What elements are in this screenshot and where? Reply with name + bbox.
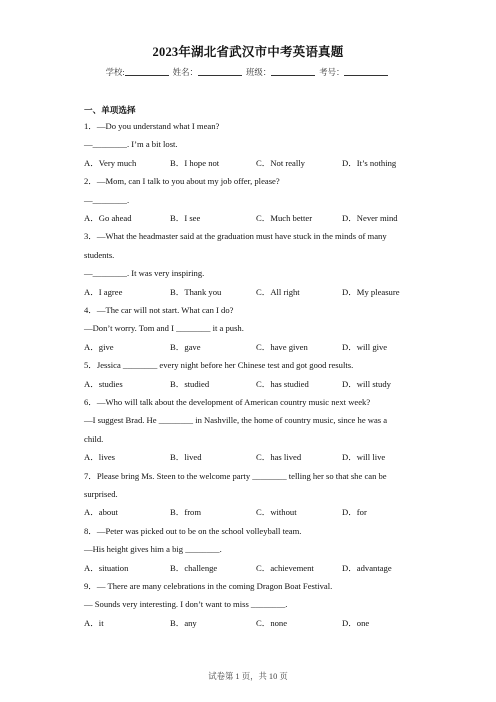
question-2-line: —________.: [84, 194, 130, 205]
question-9-option-b[interactable]: B．any: [170, 617, 197, 628]
class-label: 班级：: [246, 68, 272, 77]
question-2-option-b[interactable]: B．I see: [170, 213, 201, 223]
number-blank[interactable]: [344, 67, 388, 76]
question-6-line: child.: [84, 433, 104, 444]
name-blank[interactable]: [198, 67, 242, 76]
question-2-option-a[interactable]: A．Go ahead: [84, 213, 132, 223]
number-label: 考号：: [319, 68, 345, 77]
question-9-line: — Sounds very interesting. I don’t want to miss ________.: [84, 599, 288, 610]
question-1-option-b[interactable]: B．I hope not: [170, 157, 220, 168]
section-title: 一、单项选择: [84, 105, 136, 115]
question-6-option-c[interactable]: C．has lived: [256, 452, 302, 463]
question-3-option-c[interactable]: C．All right: [256, 286, 300, 297]
question-9-option-d[interactable]: D．one: [342, 617, 370, 628]
question-9-option-a[interactable]: A．it: [84, 617, 104, 628]
question-7-option-c[interactable]: C．without: [256, 507, 297, 518]
question-3-line: students.: [84, 249, 115, 260]
question-2-line: 2．—Mom, can I talk to you about my job offer, please?: [84, 176, 280, 187]
question-7-option-a[interactable]: A．about: [84, 507, 118, 518]
question-8-option-d[interactable]: D．advantage: [342, 562, 392, 573]
question-2-option-d[interactable]: D．Never mind: [342, 213, 398, 223]
question-5-option-b[interactable]: B．studied: [170, 378, 210, 389]
question-8-option-a[interactable]: A．situation: [84, 562, 129, 573]
question-4-line: —Don’t worry. Tom and I ________ it a push.: [84, 323, 244, 334]
question-6-option-d[interactable]: D．will live: [342, 452, 386, 463]
question-3-option-a[interactable]: A．I agree: [84, 286, 123, 297]
school-blank[interactable]: [125, 67, 169, 76]
question-4-option-b[interactable]: B．gave: [170, 341, 201, 352]
question-7-option-b[interactable]: B．from: [170, 507, 202, 518]
question-8-line: 8．—Peter was picked out to be on the school volleyball team.: [84, 525, 302, 536]
question-4-line: 4．—The car will not start. What can I do?: [84, 305, 234, 315]
question-3-option-d[interactable]: D．My pleasure: [342, 286, 400, 297]
page-footer: 试卷第 1 页，共 10 页: [208, 672, 288, 681]
question-6-option-b[interactable]: B．lived: [170, 452, 202, 463]
question-8-option-b[interactable]: B．challenge: [170, 562, 218, 573]
question-1-option-a[interactable]: A．Very much: [84, 157, 137, 168]
page-title: 2023年湖北省武汉市中考英语真题: [152, 45, 344, 59]
question-1-option-d[interactable]: D．It’s nothing: [342, 157, 397, 168]
school-label: 学校:: [105, 68, 125, 77]
question-5-option-a[interactable]: A．studies: [84, 378, 123, 389]
question-6-option-a[interactable]: A．lives: [84, 452, 116, 463]
question-3-line: 3．—What the headmaster said at the graduation must have stuck in the minds of many: [84, 231, 387, 242]
question-3-option-b[interactable]: B．Thank you: [170, 286, 222, 297]
question-3-line: —________. It was very inspiring.: [84, 268, 205, 279]
question-1-option-c[interactable]: C．Not really: [256, 157, 305, 168]
question-2-option-c[interactable]: C．Much better: [256, 213, 313, 223]
question-9-line: 9．— There are many celebrations in the coming Dragon Boat Festival.: [84, 581, 333, 591]
question-5-option-c[interactable]: C．has studied: [256, 378, 309, 389]
question-6-line: 6．—Who will talk about the development of American country music next week?: [84, 397, 371, 407]
name-label: 姓名：: [172, 68, 198, 77]
student-info-row: [0, 66, 496, 78]
question-5-line: 5．Jessica ________ every night before her Chinese test and got good results.: [84, 360, 354, 371]
question-8-line: —His height gives him a big ________.: [84, 544, 222, 555]
question-4-option-c[interactable]: C．have given: [256, 341, 308, 352]
question-4-option-a[interactable]: A．give: [84, 341, 114, 352]
question-7-line: surprised.: [84, 489, 118, 499]
question-9-option-c[interactable]: C．none: [256, 617, 288, 628]
question-7-line: 7．Please bring Ms. Steen to the welcome party ________ telling her so that she can be: [84, 470, 387, 481]
question-7-option-d[interactable]: D．for: [342, 507, 367, 518]
question-1-line: —________. I’m a bit lost.: [84, 139, 178, 150]
question-5-option-d[interactable]: D．will study: [342, 378, 391, 389]
question-1-line: 1．—Do you understand what I mean?: [84, 121, 220, 131]
question-4-option-d[interactable]: D．will give: [342, 341, 388, 352]
question-6-line: —I suggest Brad. He ________ in Nashville, the home of country music, since he was a: [84, 415, 388, 426]
question-8-option-c[interactable]: C．achievement: [256, 562, 314, 573]
class-blank[interactable]: [271, 67, 315, 76]
